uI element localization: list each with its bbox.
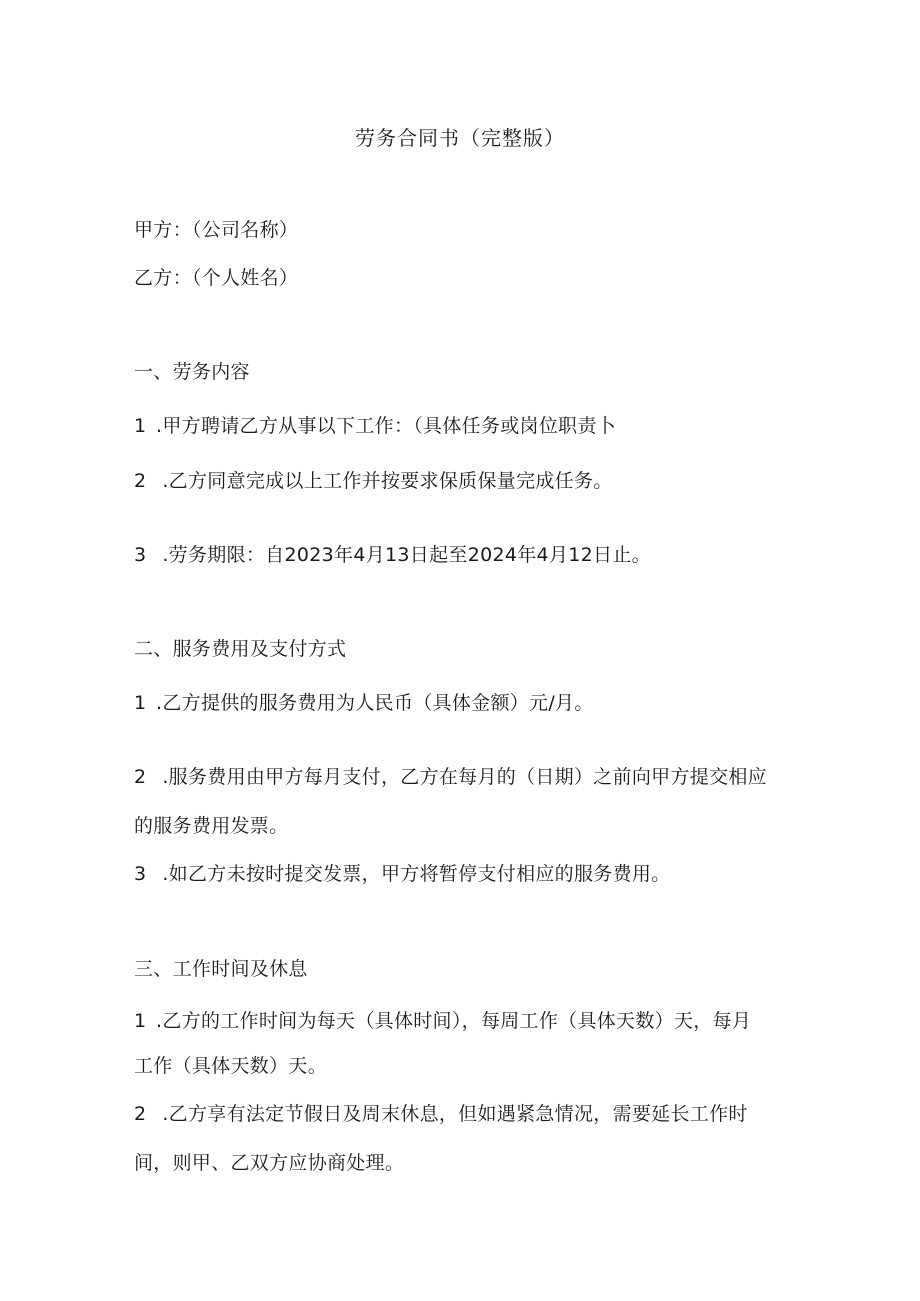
clause-line bbox=[134, 1008, 751, 1034]
clause-text: .乙方同意完成以上工作并按要求保质保量完成任务。 bbox=[156, 470, 613, 492]
section-heading: 三、工作时间及休息 bbox=[134, 958, 308, 980]
clause-line bbox=[134, 1101, 748, 1127]
document-title: 劳务合同书（完整版） bbox=[355, 126, 565, 150]
clause-number: 3 bbox=[134, 863, 147, 885]
clause-number: 3 bbox=[134, 544, 147, 566]
party-a-line: 甲方：（公司名称） bbox=[134, 219, 299, 241]
clause-text: .乙方提供的服务费用为人民币（具体金额）元/月。 bbox=[156, 692, 594, 714]
clause-line bbox=[134, 861, 670, 887]
clause-number: 2 bbox=[134, 470, 147, 492]
clause-line bbox=[134, 413, 616, 439]
section-heading: 二、服务费用及支付方式 bbox=[134, 638, 347, 660]
section-heading: 一、劳务内容 bbox=[134, 361, 250, 383]
clause-number: 2 bbox=[134, 1103, 147, 1125]
clause-continuation: 工作（具体天数）天。 bbox=[134, 1055, 328, 1077]
clause-text: .乙方的工作时间为每天（具体时间），每周工作（具体天数）天，每月 bbox=[156, 1010, 752, 1032]
clause-line bbox=[134, 764, 767, 790]
clause-line bbox=[134, 690, 594, 716]
clause-text: .乙方享有法定节假日及周末休息，但如遇紧急情况，需要延长工作时 bbox=[156, 1103, 748, 1125]
clause-text: .如乙方未按时提交发票，甲方将暂停支付相应的服务费用。 bbox=[156, 863, 671, 885]
clause-number: 1 bbox=[134, 415, 147, 437]
clause-line bbox=[134, 468, 613, 494]
clause-line bbox=[134, 542, 651, 568]
clause-continuation: 间，则甲、乙双方应协商处理。 bbox=[134, 1152, 405, 1174]
clause-text: .服务费用由甲方每月支付，乙方在每月的（日期）之前向甲方提交相应 bbox=[156, 766, 767, 788]
clause-text: .甲方聘请乙方从事以下工作：（具体任务或岗位职责卜 bbox=[156, 415, 617, 437]
clause-number: 2 bbox=[134, 766, 147, 788]
clause-number: 1 bbox=[134, 1010, 147, 1032]
clause-number: 1 bbox=[134, 692, 147, 714]
clause-continuation: 的服务费用发票。 bbox=[134, 815, 289, 837]
clause-text: .劳务期限：自2023年4月13日起至2024年4月12日止。 bbox=[156, 544, 651, 566]
party-b-line: 乙方：（个人姓名） bbox=[134, 267, 299, 289]
